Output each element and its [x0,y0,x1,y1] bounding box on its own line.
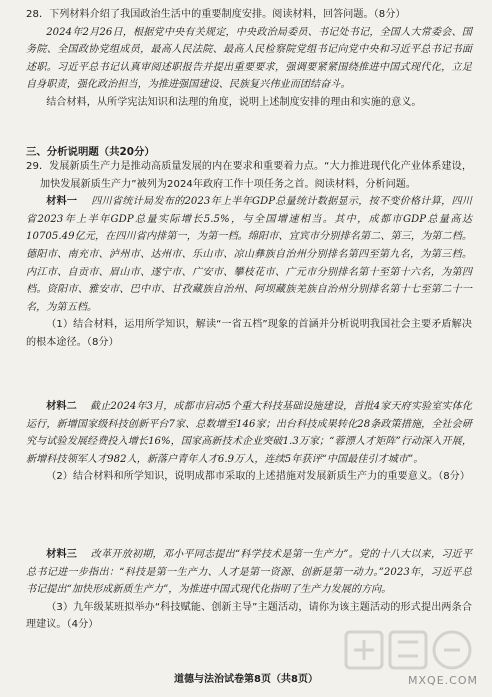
q28-material: 2024年2月26日，根据党中央有关规定，中央政治局委员、书记处书记，全国人大常委会、国务院、全国政协党组成员，最高人民法院、最高人民检察院党组书记向党中央和习近平总书记书面述职。习近平总书记认真审阅述职报告并提出重要要求，强调要紧紧围绕推进中国式现代化，立足自身职责，强化政治担当，为推进强国建设、民族复兴伟业而团结奋斗。 [26,26,472,91]
material-three-text: 改革开放初期，邓小平同志提出“科学技术是第一生产力”。党的十八大以来，习近平总书记进一步指出：“科技是第一生产力、人才是第一资源、创新是第一动力。”2023年，习近平总书记提出“加快形成新质生产力”，为推进中国式现代化指明了生产力发展的方向。 [26,549,472,596]
sub-question-2: （2）结合材料和所学知识，说明成都市采取的上述措施对发展新质生产力的重要意义。（8分） [46,471,470,483]
question-28 [26,6,472,112]
material-three [26,546,472,599]
sub-question-3: （3）九年级某班拟举办“科技赋能、创新主导”主题活动，请你为该主题活动的形式提出两条合理建议。（4分） [26,601,472,631]
material-three-label: 材料三 [46,549,78,560]
material-two [26,398,472,468]
material-two-label: 材料二 [46,401,77,412]
material-two-block [26,398,472,486]
page-footer: 道德与法治试卷第8页（共8页） [174,674,318,685]
material-one-label: 材料一 [46,196,78,208]
section-title: 三、分析说明题（共20分） [26,146,155,158]
watermark-text: MXQE.COM [408,674,478,687]
q28-task: 结合材料，从所学宪法知识和法理的角度，说明上述制度安排的理由和实施的意义。 [46,96,422,108]
sub-question-1: （1）结合材料，运用所学知识，解读“一省五档”现象的首涵并分析说明我国社会主要矛盾解决的根本途径。（8分） [26,319,472,348]
material-one [26,193,472,316]
material-three-block [26,546,472,634]
material-two-text: 截止2024年3月，成都市启动5个重大科技基础设施建设，首批4家天府实验室实体化运行，新增国家级科技创新平台7家、总数增至146家；出台科技成果转化28条政策措施，全社会研究与试验发展经费投入增长16%，国家高新技术企业突破1.3万家；“蓉漂人才矩阵”行动深入开展，新增科技领军人才982人，新落户青年人才6.9万人，连续5年获评“中国最佳引才城市”。 [26,401,472,465]
question-29 [26,158,472,352]
q29-stem: 29．发展新质生产力是推动高质量发展的内在要求和重要着力点。“大力推进现代化产业体系建设，加快发展新质生产力”被列为2024年政府工作十项任务之首。阅读材料，分析问题。 [26,161,472,190]
material-one-text: 四川省统计局发布的2023年上半年GDP总量统计数据显示，按不变价格计算，四川省2023年上半年GDP总量实际增长5.5%，与全国增速相当。其中，成都市GDP总量高达10705.49亿元，在四川省内排第一，为第一档。绵阳市、宜宾市分别排名第二、第三，为第二档。德阳市、南充市、泸州市、达州市、乐山市、凉山彝族自治州分别排名第四至第九名，为第三档。内江市、自贡市、眉山市、遂宁市、广安市、攀枝花市、广元市分别排名第十至第十六名，为第四档。资阳市、雅安市、巴中市、甘孜藏族自治州、阿坝藏族羌族自治州分别排名第十七至第二十一名，为第五档。 [26,196,472,313]
q28-stem: 28．下列材料介绍了我国政治生活中的重要制度安排。阅读材料，回答问题。（8分） [26,9,406,20]
